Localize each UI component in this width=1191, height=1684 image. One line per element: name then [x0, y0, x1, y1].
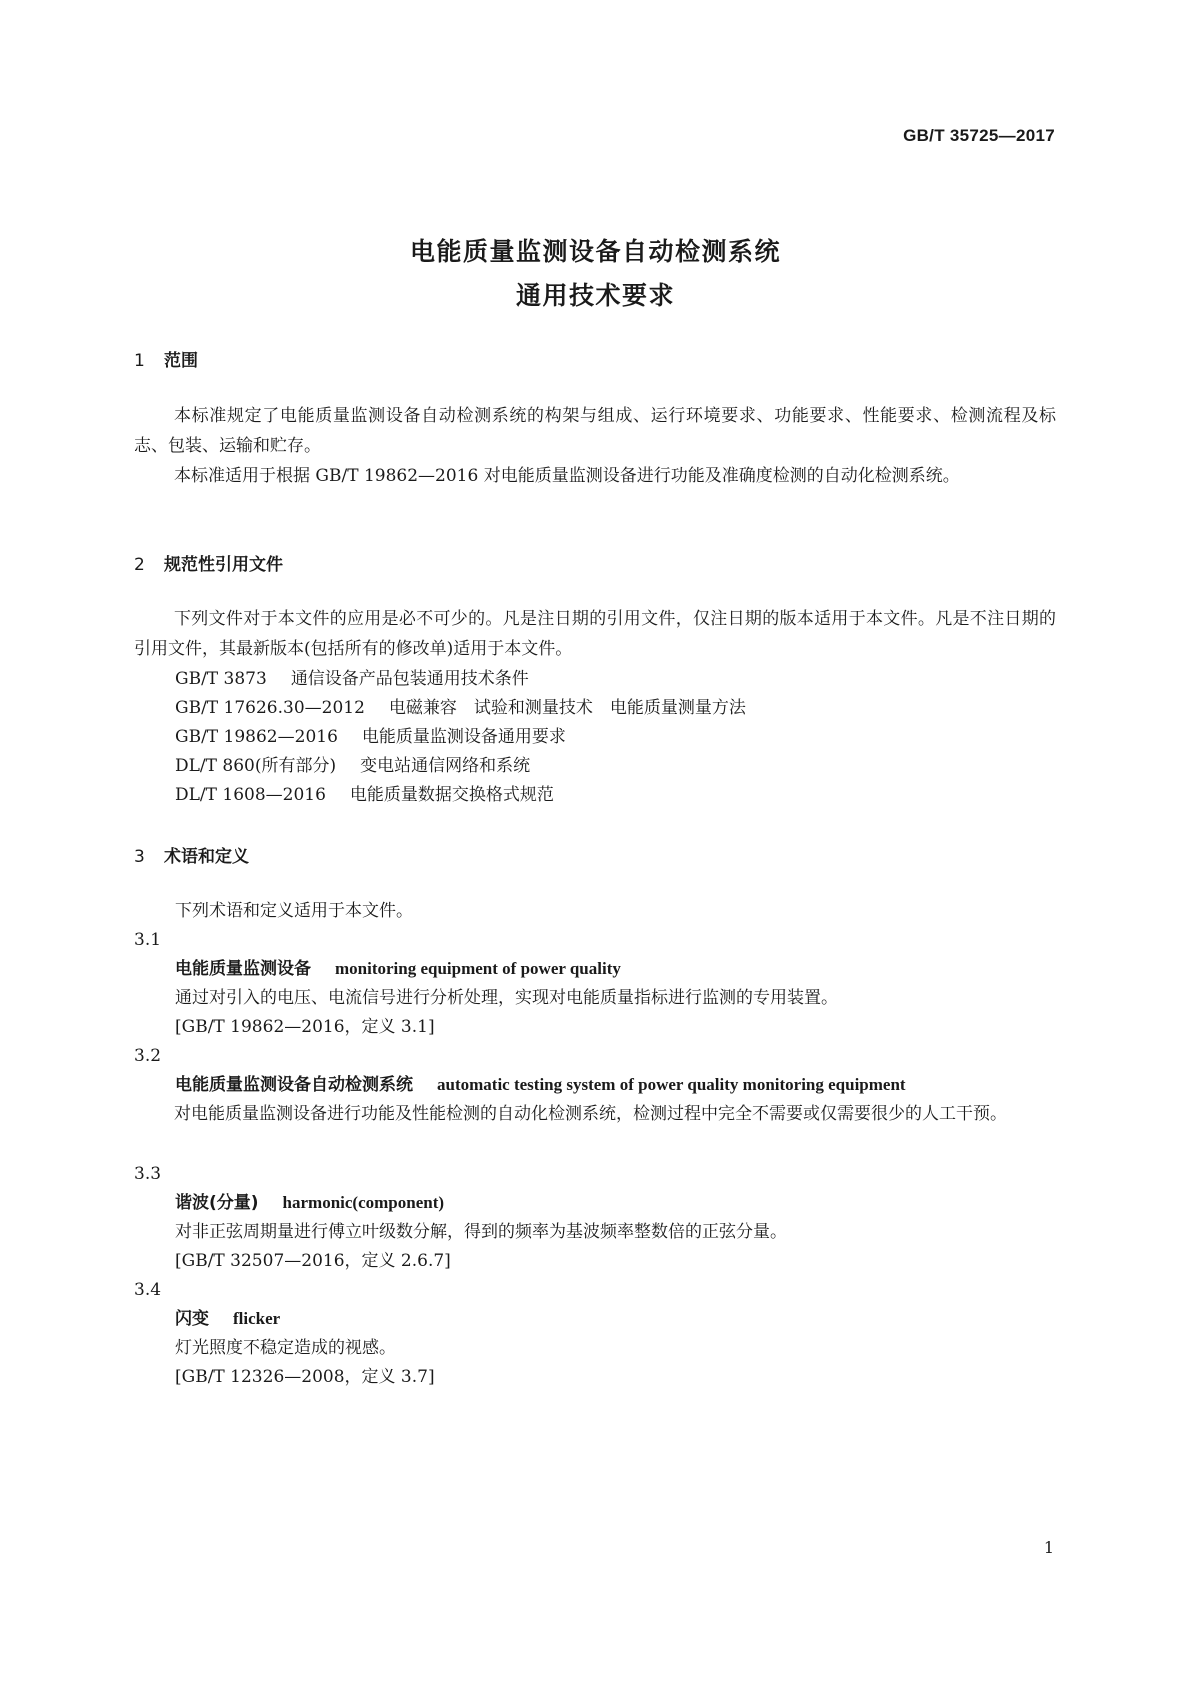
term-definition: 对非正弦周期量进行傅立叶级数分解，得到的频率为基波频率整数倍的正弦分量。 [175, 1222, 787, 1242]
term-definition: 灯光照度不稳定造成的视感。 [175, 1338, 396, 1358]
term-definition: 通过对引入的电压、电流信号进行分析处理，实现对电能质量指标进行监测的专用装置。 [175, 988, 838, 1008]
reference-item [175, 751, 530, 781]
section-3-heading [134, 842, 249, 867]
section-1-paragraph-2: 本标准适用于根据 GB/T 19862—2016 对电能质量监测设备进行功能及准确度检测的自动化检测系统。 [174, 466, 960, 486]
standard-number: GB/T 35725—2017 [903, 126, 1055, 145]
reference-item [175, 722, 566, 752]
reference-item [175, 780, 554, 810]
document-title-line1: 电能质量监测设备自动检测系统 [409, 237, 781, 266]
reference-code: DL/T 860(所有部分) [175, 756, 337, 776]
term-name-en: automatic testing system of power quality monitoring equipment [437, 1075, 906, 1094]
section-2-number: 2 [134, 555, 145, 575]
section-1-number: 1 [134, 351, 145, 371]
term-source: [GB/T 32507—2016，定义 2.6.7] [175, 1251, 451, 1271]
section-3-title: 术语和定义 [164, 847, 249, 867]
term-definition: 对电能质量监测设备进行功能及性能检测的自动化检测系统，检测过程中完全不需要或仅需要很少的人工干预。 [174, 1104, 1007, 1124]
section-3-number: 3 [134, 847, 145, 867]
section-2-title: 规范性引用文件 [164, 555, 283, 575]
term-name-en: monitoring equipment of power quality [335, 959, 621, 978]
term-name [175, 954, 621, 984]
reference-title: 电磁兼容 试验和测量技术 电能质量测量方法 [388, 698, 746, 718]
term-name-en: harmonic(component) [282, 1193, 445, 1212]
term-number: 3.2 [134, 1046, 162, 1066]
reference-code: GB/T 17626.30—2012 [175, 698, 365, 718]
term-number: 3.1 [134, 930, 162, 950]
term-number: 3.3 [134, 1164, 162, 1184]
term-name [175, 1304, 280, 1334]
term-number: 3.4 [134, 1280, 162, 1300]
reference-title: 电能质量数据交换格式规范 [349, 785, 554, 805]
term-source: [GB/T 19862—2016，定义 3.1] [175, 1017, 435, 1037]
reference-code: DL/T 1608—2016 [175, 785, 326, 805]
reference-code: GB/T 19862—2016 [175, 727, 338, 747]
section-3-intro: 下列术语和定义适用于本文件。 [175, 901, 413, 921]
term-name-zh: 闪变 [175, 1309, 209, 1329]
section-2-heading [134, 550, 283, 575]
term-name [175, 1070, 906, 1100]
section-1-paragraph-1: 本标准规定了电能质量监测设备自动检测系统的构架与组成、运行环境要求、功能要求、性能要求、检测流程及标志、包装、运输和贮存。 [134, 406, 1056, 456]
page-number: 1 [1043, 1538, 1054, 1557]
reference-title: 变电站通信网络和系统 [360, 756, 531, 776]
term-name-zh: 谐波(分量) [175, 1193, 259, 1213]
section-1-heading [134, 346, 198, 371]
reference-title: 通信设备产品包装通用技术条件 [290, 669, 529, 689]
term-name-zh: 电能质量监测设备 [175, 959, 311, 979]
document-title-line2: 通用技术要求 [515, 281, 675, 310]
reference-code: GB/T 3873 [175, 669, 267, 689]
reference-title: 电能质量监测设备通用要求 [361, 727, 566, 747]
section-2-paragraph-1: 下列文件对于本文件的应用是必不可少的。凡是注日期的引用文件，仅注日期的版本适用于本文件。凡是不注日期的引用文件，其最新版本(包括所有的修改单)适用于本文件。 [134, 609, 1056, 659]
term-name [175, 1188, 444, 1218]
reference-item [175, 693, 746, 723]
term-source: [GB/T 12326—2008，定义 3.7] [175, 1367, 435, 1387]
section-1-title: 范围 [164, 351, 198, 371]
term-name-zh: 电能质量监测设备自动检测系统 [175, 1075, 413, 1095]
term-name-en: flicker [233, 1309, 281, 1328]
reference-item [175, 664, 529, 694]
